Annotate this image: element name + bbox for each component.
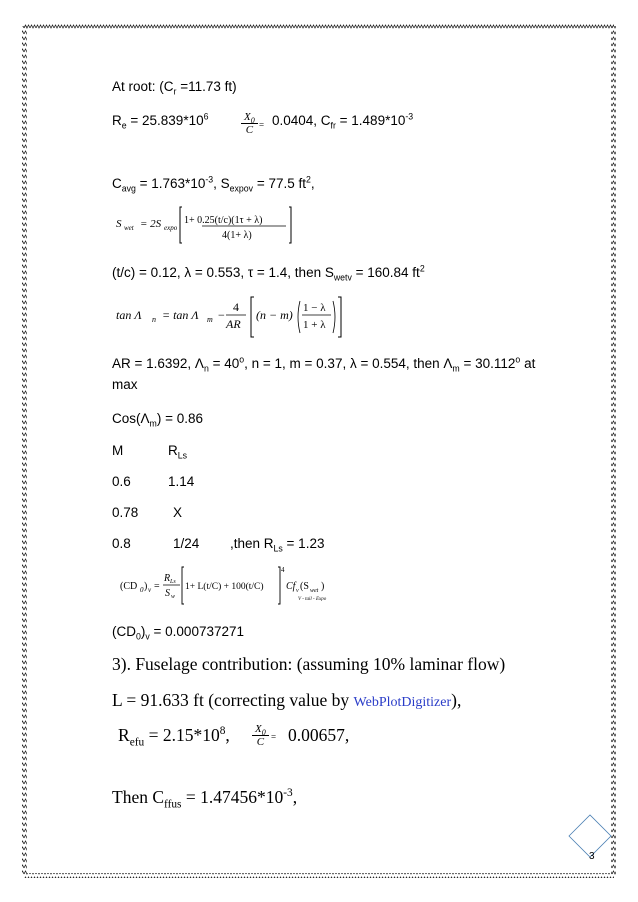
- svg-text:S: S: [116, 218, 122, 230]
- table-row-3-m: 0.8: [112, 536, 131, 551]
- svg-text:w: w: [171, 594, 176, 600]
- svg-text:m: m: [207, 315, 213, 324]
- table-row-3-rls: 1/24: [173, 536, 200, 551]
- svg-text:expo: expo: [164, 224, 178, 232]
- tan-sweep-formula: [114, 293, 344, 341]
- svg-text:0: 0: [140, 586, 144, 594]
- xo-equals: =: [259, 120, 265, 130]
- fuselage-section-heading: 3). Fuselage contribution: (assuming 10% laminar flow): [112, 654, 506, 674]
- table-row-2-rls: X: [173, 505, 183, 520]
- svg-text:1+ 0.25(t/c)(1τ + λ): 1+ 0.25(t/c)(1τ + λ): [184, 215, 263, 226]
- svg-text:wet: wet: [310, 588, 319, 594]
- svg-text:= 2S: = 2S: [140, 218, 162, 230]
- tc-line: (t/c) = 0.12, λ = 0.553, τ = 1.4, then $S_{wetv} = 160.84$ $ft^2$: [112, 263, 425, 283]
- svg-text:V - tail - Expo: V - tail - Expo: [298, 597, 327, 602]
- xo-over-c-fraction-2: $\frac{X_0}{C}$: [252, 723, 269, 748]
- svg-text:= tan Λ: = tan Λ: [162, 308, 199, 322]
- svg-text:(S: (S: [300, 581, 309, 592]
- svg-text:n: n: [152, 315, 156, 324]
- svg-text:4(1+ λ): 4(1+ λ): [222, 230, 252, 241]
- svg-text:v: v: [296, 588, 299, 594]
- cos-line: $Cos(\Lambda_m) = 0.86$: [112, 411, 203, 429]
- cfr-line: 0.0404, $C_{fr} = 1.489*10^{-3}$: [272, 111, 414, 131]
- svg-text:(n − m): (n − m): [256, 308, 293, 322]
- svg-text:−: −: [218, 308, 225, 322]
- swet-formula: [114, 201, 294, 249]
- svg-text:): ): [144, 581, 148, 592]
- cd0-result-line: $(CD_0)_v = 0.000737271$: [112, 624, 244, 642]
- fuselage-length-line: L = 91.633 ft (correcting value by WebPlotDigitizer),: [112, 690, 462, 710]
- svg-text:=: =: [154, 581, 160, 592]
- cavg-line: $C_{avg} = 1.763*10^{-3}$, $S_{expov} = 77.5$ $ft^2$,: [112, 174, 315, 194]
- svg-text:4: 4: [281, 566, 285, 574]
- svg-text:S: S: [165, 588, 170, 599]
- refu-line: $R_{efu} = 2.15*10^8$,: [118, 725, 230, 749]
- cffus-line: Then $C_{ffus} = 1.47456*10^{-3}$,: [112, 787, 298, 811]
- table-row-1-rls: 1.14: [168, 474, 195, 489]
- max-line: max: [112, 377, 138, 392]
- svg-text:1+ L(t/C) + 100(t/C): 1+ L(t/C) + 100(t/C): [185, 582, 264, 592]
- svg-text:wet: wet: [124, 224, 134, 232]
- svg-text:(CD: (CD: [120, 581, 138, 592]
- svg-text:Ls: Ls: [170, 579, 176, 585]
- svg-text:): ): [321, 581, 325, 592]
- table-row-2-m: 0.78: [112, 505, 139, 520]
- table-header-m: M: [112, 443, 124, 458]
- webplotdigitizer-link[interactable]: WebPlotDigitizer: [353, 695, 452, 710]
- svg-text:1 − λ: 1 − λ: [303, 302, 326, 314]
- ar-line: AR = 1.6392, $\Lambda_n = 40^o$, n = 1, m = 0.37, λ = 0.554, then $\Lambda_m = 30.112^o$ at: [112, 354, 536, 374]
- rls-result: ,then $R_{Ls} = 1.23$: [230, 536, 325, 554]
- svg-text:4: 4: [233, 300, 239, 314]
- svg-text:tan Λ: tan Λ: [116, 308, 142, 322]
- xo-equals-2: =: [271, 732, 277, 742]
- svg-text:AR: AR: [226, 317, 241, 331]
- page-number: 3: [589, 851, 595, 862]
- xo-over-c-fraction: $\frac{X_0}{C}$: [241, 111, 258, 136]
- svg-text:Cf: Cf: [286, 581, 296, 592]
- cd0-vtail-formula: [118, 564, 348, 608]
- refu-value: 0.00657,: [288, 725, 350, 745]
- svg-text:1 + λ: 1 + λ: [303, 319, 326, 331]
- svg-text:R: R: [164, 573, 171, 584]
- table-header-rls: $R_{Ls}$: [168, 443, 188, 461]
- table-row-1-m: 0.6: [112, 474, 131, 489]
- root-chord-line: At root: ($C_r =11.73$ ft): [112, 79, 237, 97]
- svg-text:v: v: [148, 586, 152, 594]
- reynolds-line: $R_e = 25.839*10^6$: [112, 111, 209, 131]
